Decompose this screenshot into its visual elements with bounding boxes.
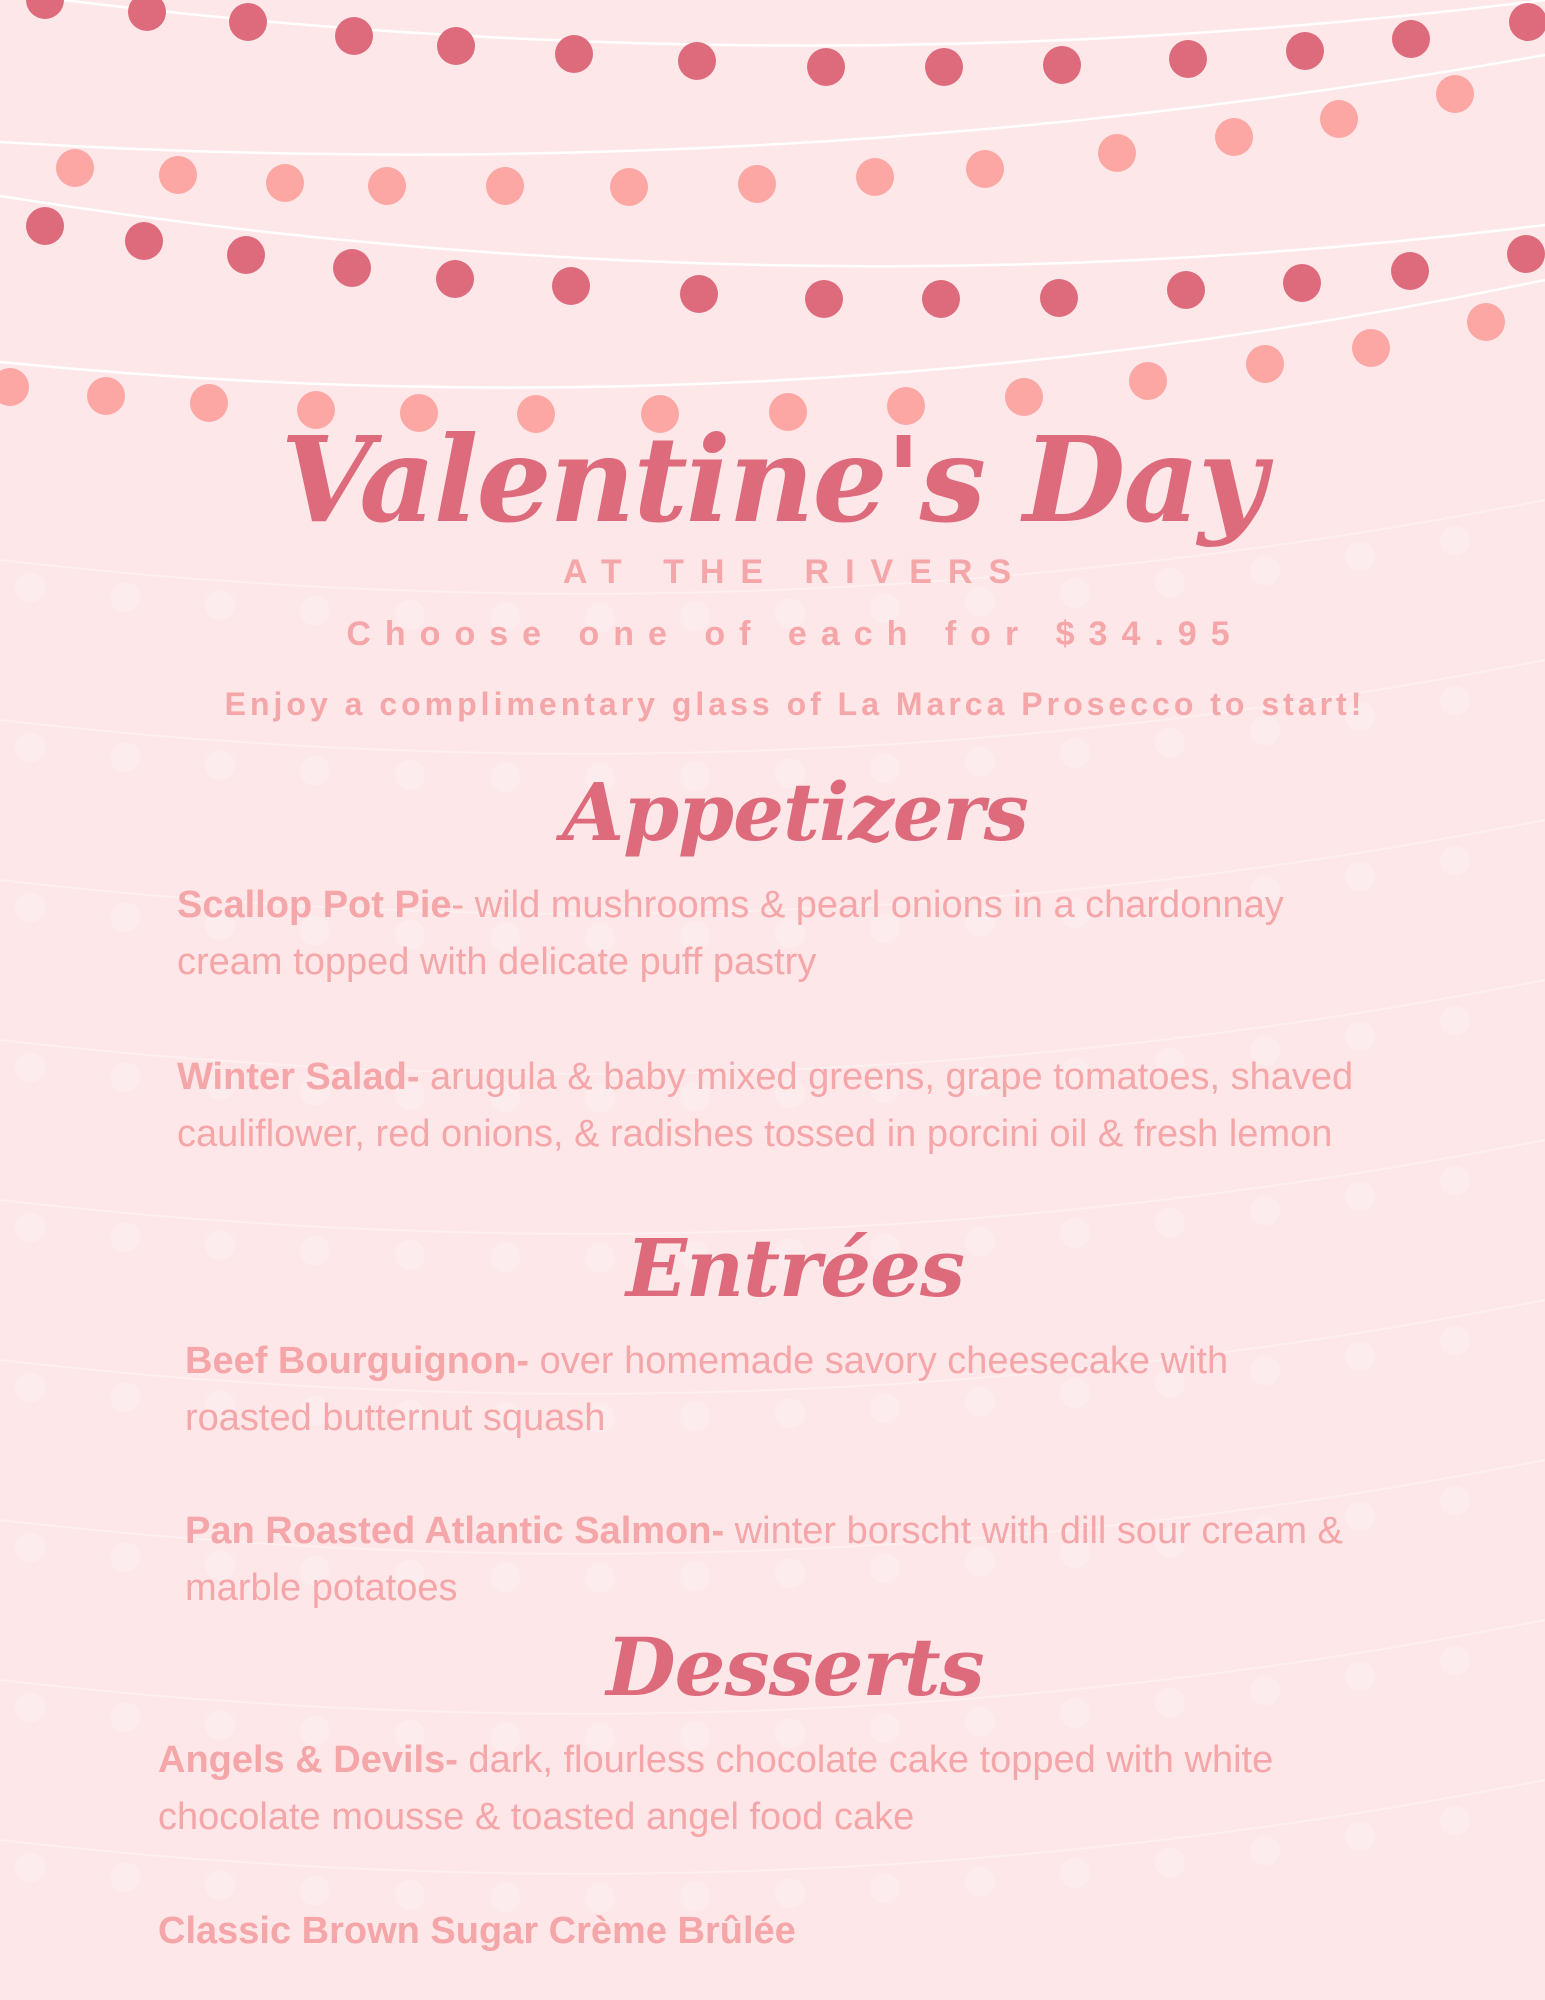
background-light [300, 1876, 330, 1906]
background-light [110, 1382, 140, 1412]
light-wire [0, 55, 1545, 155]
item-name: Winter Salad- [177, 1056, 420, 1098]
menu-item [185, 1503, 1355, 1617]
string-light-dot [1391, 252, 1429, 290]
background-light [1440, 1326, 1470, 1356]
string-light-dot [335, 17, 373, 55]
background-light [965, 1867, 995, 1897]
menu-item [177, 1049, 1427, 1163]
item-description: winter borscht with dill sour cream & marble potatoes [185, 1510, 1343, 1609]
string-light-dot [925, 48, 963, 86]
background-light [1440, 1006, 1470, 1036]
string-light-dot [1215, 118, 1253, 156]
string-light-dot [1283, 264, 1321, 302]
background-light [15, 892, 45, 922]
string-light-dot [436, 260, 474, 298]
string-light-dot [266, 164, 304, 202]
string-light-dot [1286, 32, 1324, 70]
string-light-dot [128, 0, 166, 31]
item-description: - wild mushrooms & pearl onions in a chardonnay cream topped with delicate puff pastry [177, 884, 1284, 983]
background-light [1345, 1021, 1375, 1051]
item-name: Classic Brown Sugar Crème Brûlée [158, 1910, 796, 1952]
venue-subtitle: AT THE RIVERS [562, 553, 1028, 591]
string-light-dot [610, 168, 648, 206]
background-light [110, 1062, 140, 1092]
string-light-dot [1507, 235, 1545, 273]
background-light [1060, 738, 1090, 768]
string-light-dot [1509, 3, 1545, 41]
string-light-dot [1320, 100, 1358, 138]
item-name: Scallop Pot Pie [177, 884, 452, 926]
background-light [110, 1542, 140, 1572]
string-light-dot [1169, 40, 1207, 78]
string-light-dot [1392, 20, 1430, 58]
item-name: Angels & Devils- [158, 1739, 458, 1781]
string-light-dot [1040, 279, 1078, 317]
background-light [15, 732, 45, 762]
string-light-dot [1167, 271, 1205, 309]
string-light-dot [26, 207, 64, 245]
string-light-dot [555, 35, 593, 73]
string-light-dot [486, 167, 524, 205]
background-light [1440, 1806, 1470, 1836]
item-name: Pan Roasted Atlantic Salmon- [185, 1510, 725, 1552]
menu-item [158, 1732, 1338, 1846]
background-light [1155, 728, 1185, 758]
background-light [15, 1852, 45, 1882]
menu-item [185, 1333, 1355, 1447]
item-description: dark, flourless chocolate cake topped with white chocolate mousse & toasted angel food cake [158, 1739, 1274, 1838]
string-light-dot [680, 275, 718, 313]
background-light [1155, 1848, 1185, 1878]
string-light-dot [1043, 46, 1081, 84]
string-light-dot [738, 165, 776, 203]
background-light [15, 1372, 45, 1402]
background-light [1440, 1166, 1470, 1196]
intro-line: Enjoy a complimentary glass of La Marca Prosecco to start! [224, 686, 1366, 722]
background-light [15, 1532, 45, 1562]
price-line: Choose one of each for $34.95 [346, 615, 1244, 653]
background-light [1345, 1181, 1375, 1211]
string-light-dot [807, 48, 845, 86]
string-light-dot [0, 368, 29, 406]
string-light-dot [856, 158, 894, 196]
string-light-dot [56, 149, 94, 187]
string-light-dot [1098, 134, 1136, 172]
section-heading-desserts: Desserts [606, 1620, 984, 1714]
string-light-dot [229, 3, 267, 41]
string-light-dot [1436, 75, 1474, 113]
string-light-dot [552, 267, 590, 305]
background-light [870, 1873, 900, 1903]
string-light-dot [805, 280, 843, 318]
menu-item [177, 877, 1377, 991]
string-light-dot [437, 27, 475, 65]
string-light-dot [678, 42, 716, 80]
background-light [110, 1862, 140, 1892]
menu-item [158, 1903, 1358, 1960]
section-heading-entrees: Entrées [625, 1221, 965, 1315]
page-title: Valentine's Day [280, 410, 1265, 549]
string-light-dot [1352, 329, 1390, 367]
background-light [1440, 1486, 1470, 1516]
string-light-dot [966, 150, 1004, 188]
string-light-dot [922, 280, 960, 318]
string-light-dot [368, 167, 406, 205]
item-description: arugula & baby mixed greens, grape tomatoes, shaved cauliflower, red onions, & radishes tossed in porcini oil & fresh lemon [177, 1056, 1354, 1155]
string-light-dot [125, 222, 163, 260]
string-light-dot [159, 156, 197, 194]
background-light [110, 902, 140, 932]
background-light [1345, 1821, 1375, 1851]
string-light-dot [26, 0, 64, 19]
background-light [205, 1870, 235, 1900]
string-light-dot [1467, 303, 1505, 341]
string-light-dot [1129, 362, 1167, 400]
background-light [15, 1052, 45, 1082]
string-light-dot [1246, 345, 1284, 383]
item-name: Beef Bourguignon- [185, 1340, 530, 1382]
background-light [1060, 1858, 1090, 1888]
string-light-dot [333, 249, 371, 287]
item-description: over homemade savory cheesecake with roasted butternut squash [185, 1340, 1229, 1439]
section-heading-appetizers: Appetizers [562, 765, 1028, 859]
string-light-dot [227, 236, 265, 274]
